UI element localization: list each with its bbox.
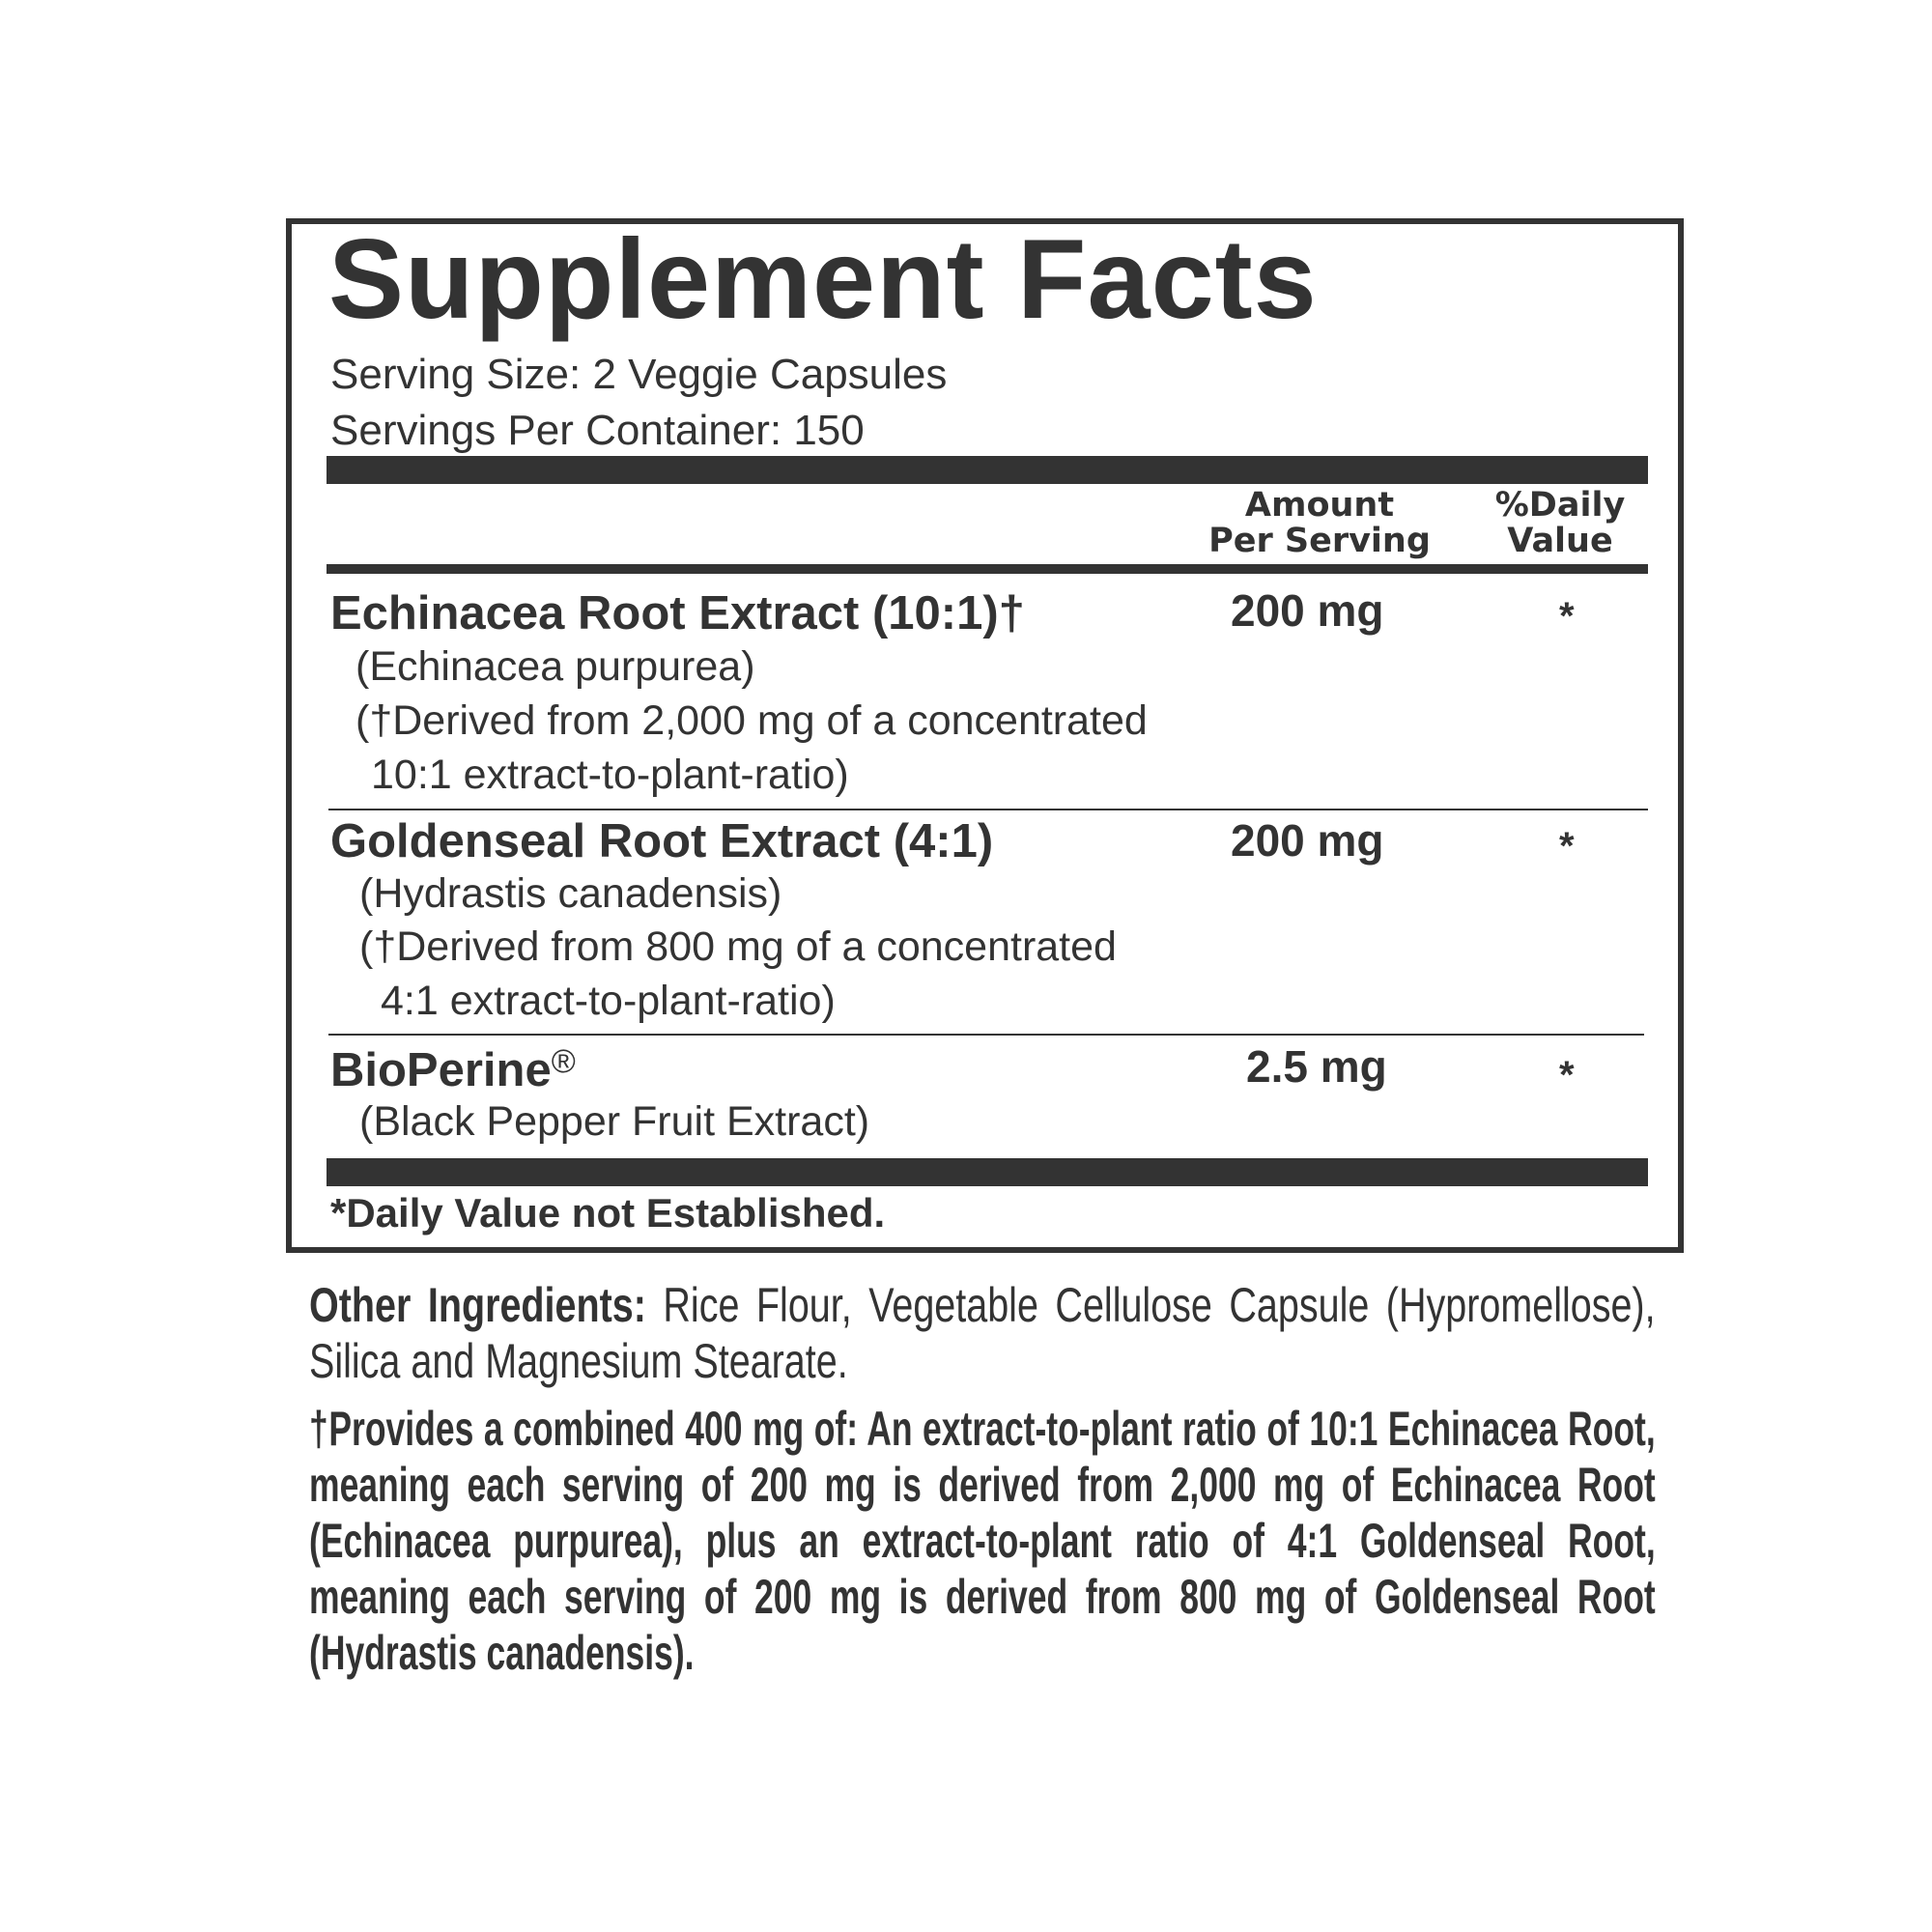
latin-name-bioperine: (Black Pepper Fruit Extract) [359,1098,870,1145]
other-ingredients [309,1277,1656,1389]
ingredient-name-bioperine: BioPerine® [330,1043,576,1096]
top-thick-divider [327,456,1648,484]
note-echinacea-line2: 10:1 extract-to-plant-ratio) [371,752,849,798]
amount-bioperine: 2.5 mg [1246,1041,1387,1092]
other-ingredients-label: Other Ingredients: [309,1278,646,1332]
other-ingredients-text: Rice Flour, Vegetable Cellulose Capsule (Hypromellose), Silica and Magnesium Stearate. [309,1278,1656,1388]
daily-value-bioperine: * [1559,1054,1575,1096]
daily-value-echinacea: * [1559,595,1575,638]
dagger-footnote: †Provides a combined 400 mg of: An extract-to-plant ratio of 10:1 Echinacea Root, meaning each serving of 200 mg is derived from 2,000 mg of Echinacea Root (Echinacea purpurea), plus an extract-to-plant ratio of 4:1 Goldenseal Root, meaning each serving of 200 mg is derived from 800 mg of Goldenseal Root (Hydrastis canadensis). [309,1402,1656,1680]
note-goldenseal-line1: (†Derived from 800 mg of a concentrated [359,923,1117,970]
amount-column-header: Amount Per Serving [1208,486,1431,560]
servings-per-container: Servings Per Container: 150 [330,407,865,454]
registered-trademark-mark: ® [551,1043,576,1080]
daily-value-footnote: *Daily Value not Established. [330,1190,886,1236]
serving-size: Serving Size: 2 Veggie Capsules [330,351,948,398]
note-goldenseal-line2: 4:1 extract-to-plant-ratio) [381,978,836,1024]
row-divider [328,1034,1644,1036]
amount-goldenseal: 200 mg [1231,815,1384,866]
latin-name-echinacea: (Echinacea purpurea) [355,643,755,690]
header-divider [327,564,1648,574]
daily-value-goldenseal: * [1559,825,1575,867]
ingredient-name-echinacea: Echinacea Root Extract (10:1)† [330,587,1025,639]
daily-value-column-header: %Daily Value [1494,486,1626,560]
amount-echinacea: 200 mg [1231,585,1384,636]
row-divider [328,809,1648,810]
ingredient-name-goldenseal: Goldenseal Root Extract (4:1) [330,815,994,867]
latin-name-goldenseal: (Hydrastis canadensis) [359,870,782,917]
bottom-thick-divider [327,1158,1648,1186]
panel-title: Supplement Facts [328,215,1318,342]
note-echinacea-line1: (†Derived from 2,000 mg of a concentrated [355,697,1148,744]
